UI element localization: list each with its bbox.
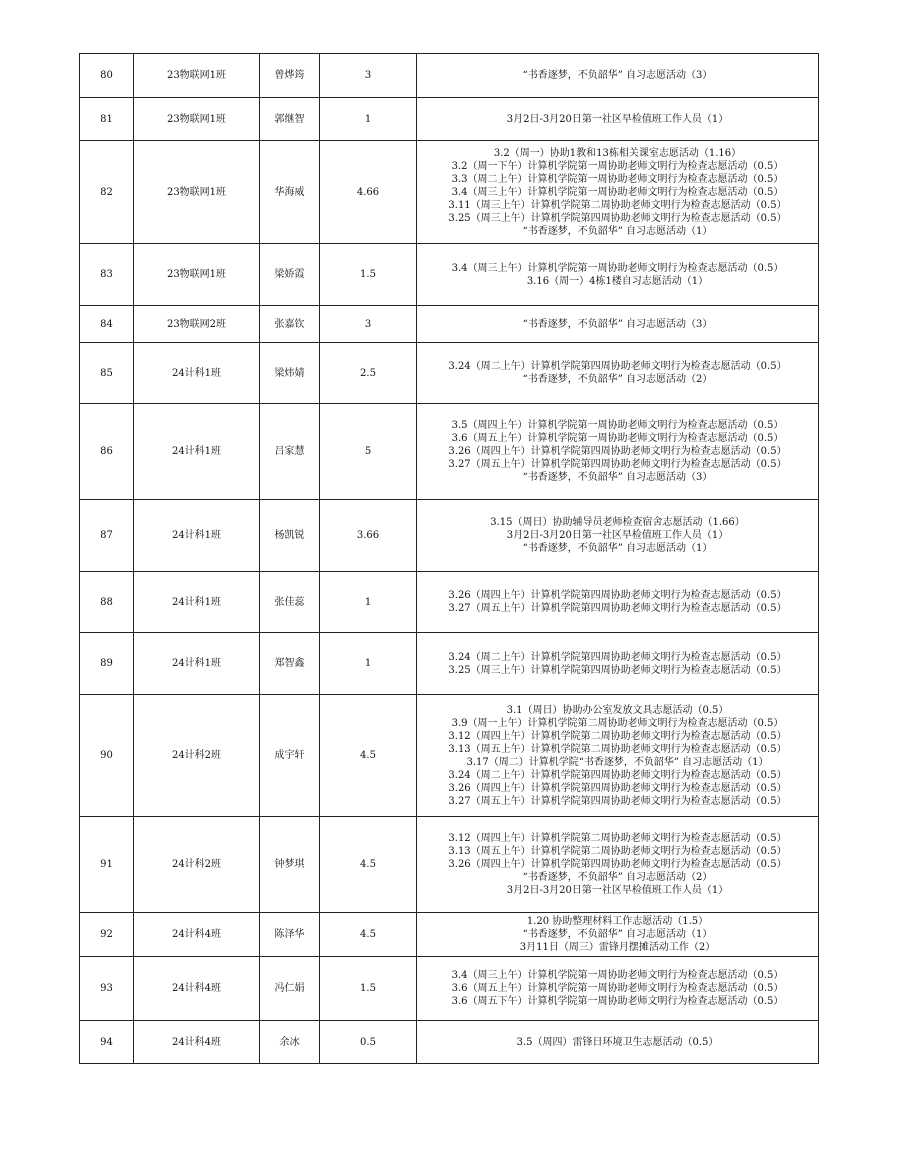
student-name: 郭继智	[260, 98, 320, 141]
class-name: 24计科4班	[134, 957, 260, 1021]
activity-item: 3月2日-3月20日第一社区早检值班工作人员（1）	[506, 885, 729, 896]
activity-item: 3.12（周四上午）计算机学院第二周协助老师文明行为检查志愿活动（0.5）	[448, 730, 787, 742]
table-row	[80, 244, 819, 306]
class-name: 24计科1班	[134, 404, 260, 500]
activity-list	[417, 913, 819, 957]
class-name: 23物联网1班	[134, 244, 260, 306]
table-row	[80, 633, 819, 695]
activity-item: 3.5（周四）雷锋日环境卫生志愿活动（0.5）	[516, 1036, 719, 1048]
student-name: 梁炜婧	[260, 343, 320, 404]
activity-list	[417, 957, 819, 1021]
activity-item: 3月2日-3月20日第一社区早检值班工作人员（1）	[506, 113, 729, 125]
activity-list	[417, 817, 819, 913]
activity-list	[417, 54, 819, 98]
class-name: 24计科2班	[134, 695, 260, 817]
activity-list	[417, 1021, 819, 1064]
student-name: 曾烨筠	[260, 54, 320, 98]
volunteer-hours: 4.5	[320, 913, 417, 957]
student-name: 杨凯锐	[260, 500, 320, 572]
activity-item: “书香逐梦，不负韶华” 自习志愿活动（3）	[522, 70, 713, 81]
activity-item: 3.26（周四上午）计算机学院第四周协助老师文明行为检查志愿活动（0.5）	[448, 782, 787, 794]
activity-item: “书香逐梦，不负韶华” 自习志愿活动（3）	[522, 318, 713, 330]
activity-item: 3.15（周日）协助辅导员老师检查宿舍志愿活动（1.66）	[490, 517, 745, 528]
class-name: 24计科1班	[134, 572, 260, 633]
table-row	[80, 404, 819, 500]
volunteer-hours: 3	[320, 306, 417, 343]
activity-item: “书香逐梦，不负韶华” 自习志愿活动（1）	[522, 929, 713, 940]
volunteer-hours: 4.5	[320, 817, 417, 913]
row-number: 84	[80, 306, 134, 343]
activity-item: 3.12（周四上午）计算机学院第二周协助老师文明行为检查志愿活动（0.5）	[448, 833, 787, 844]
activity-list	[417, 244, 819, 306]
student-name: 张佳蕊	[260, 572, 320, 633]
volunteer-hours: 5	[320, 404, 417, 500]
activity-item: “书香逐梦，不负韶华” 自习志愿活动（2）	[522, 374, 713, 385]
activity-item: “书香逐梦，不负韶华” 自习志愿活动（2）	[522, 872, 713, 883]
student-name: 钟梦琪	[260, 817, 320, 913]
student-name: 余冰	[260, 1021, 320, 1064]
activity-item: 3.13（周五上午）计算机学院第二周协助老师文明行为检查志愿活动（0.5）	[448, 743, 787, 755]
volunteer-hours: 4.66	[320, 141, 417, 244]
table-row	[80, 54, 819, 98]
activity-item: 3.27（周五上午）计算机学院第四周协助老师文明行为检查志愿活动（0.5）	[448, 603, 787, 614]
activity-list	[417, 404, 819, 500]
student-name: 吕家慧	[260, 404, 320, 500]
table-row	[80, 695, 819, 817]
activity-item: 1.20 协助整理材料工作志愿活动（1.5）	[526, 916, 709, 927]
activity-item: 3.24（周二上午）计算机学院第四周协助老师文明行为检查志愿活动（0.5）	[448, 769, 787, 781]
activity-item: 3.17（周二）计算机学院“书香逐梦，不负韶华” 自习志愿活动（1）	[466, 756, 769, 768]
table-row	[80, 1021, 819, 1064]
class-name: 23物联网1班	[134, 54, 260, 98]
activity-item: 3月2日-3月20日第一社区早检值班工作人员（1）	[506, 530, 729, 541]
activity-item: “书香逐梦，不负韶华” 自习志愿活动（1）	[522, 543, 713, 554]
volunteer-hours: 1	[320, 633, 417, 695]
table-row	[80, 306, 819, 343]
activity-item: “书香逐梦，不负韶华” 自习志愿活动（3）	[522, 472, 713, 483]
activity-item: 3.24（周二上午）计算机学院第四周协助老师文明行为检查志愿活动（0.5）	[448, 361, 787, 372]
volunteer-hours-table	[79, 53, 819, 1064]
activity-list	[417, 98, 819, 141]
row-number: 82	[80, 141, 134, 244]
volunteer-hours: 3.66	[320, 500, 417, 572]
activity-item: 3.27（周五上午）计算机学院第四周协助老师文明行为检查志愿活动（0.5）	[448, 459, 787, 470]
activity-item: 3.4（周三上午）计算机学院第一周协助老师文明行为检查志愿活动（0.5）	[451, 970, 784, 981]
table-row	[80, 913, 819, 957]
activity-list	[417, 306, 819, 343]
activity-item: 3.4（周三上午）计算机学院第一周协助老师文明行为检查志愿活动（0.5）	[451, 186, 784, 198]
table-row	[80, 98, 819, 141]
row-number: 88	[80, 572, 134, 633]
activity-item: 3月11日（周三）雷锋月摆摊活动工作（2）	[519, 942, 716, 953]
activity-list	[417, 500, 819, 572]
activity-item: 3.27（周五上午）计算机学院第四周协助老师文明行为检查志愿活动（0.5）	[448, 795, 787, 807]
volunteer-hours: 1.5	[320, 244, 417, 306]
row-number: 81	[80, 98, 134, 141]
student-name: 成宇轩	[260, 695, 320, 817]
student-name: 张嘉钦	[260, 306, 320, 343]
row-number: 91	[80, 817, 134, 913]
row-number: 85	[80, 343, 134, 404]
volunteer-hours: 1	[320, 572, 417, 633]
class-name: 24计科1班	[134, 343, 260, 404]
row-number: 93	[80, 957, 134, 1021]
row-number: 90	[80, 695, 134, 817]
row-number: 80	[80, 54, 134, 98]
activity-item: 3.26（周四上午）计算机学院第四周协助老师文明行为检查志愿活动（0.5）	[448, 590, 787, 601]
volunteer-hours: 1.5	[320, 957, 417, 1021]
row-number: 83	[80, 244, 134, 306]
row-number: 94	[80, 1021, 134, 1064]
activity-item: 3.13（周五上午）计算机学院第二周协助老师文明行为检查志愿活动（0.5）	[448, 846, 787, 857]
row-number: 86	[80, 404, 134, 500]
volunteer-hours: 4.5	[320, 695, 417, 817]
activity-item: 3.26（周四上午）计算机学院第四周协助老师文明行为检查志愿活动（0.5）	[448, 446, 787, 457]
activity-item: 3.1（周日）协助办公室发放文具志愿活动（0.5）	[506, 704, 729, 716]
activity-item: 3.26（周四上午）计算机学院第四周协助老师文明行为检查志愿活动（0.5）	[448, 859, 787, 870]
volunteer-hours: 1	[320, 98, 417, 141]
table-row	[80, 343, 819, 404]
class-name: 24计科2班	[134, 817, 260, 913]
activity-item: 3.24（周二上午）计算机学院第四周协助老师文明行为检查志愿活动（0.5）	[448, 651, 787, 663]
activity-item: 3.25（周三上午）计算机学院第四周协助老师文明行为检查志愿活动（0.5）	[448, 212, 787, 224]
table-row	[80, 572, 819, 633]
activity-list	[417, 572, 819, 633]
volunteer-hours: 0.5	[320, 1021, 417, 1064]
class-name: 24计科1班	[134, 633, 260, 695]
activity-item: 3.16（周一）4栋1楼自习志愿活动（1）	[526, 275, 709, 287]
activity-item: 3.6（周五下午）计算机学院第一周协助老师文明行为检查志愿活动（0.5）	[451, 996, 784, 1007]
table-row	[80, 141, 819, 244]
class-name: 23物联网1班	[134, 141, 260, 244]
activity-list	[417, 343, 819, 404]
activity-item: 3.25（周三上午）计算机学院第四周协助老师文明行为检查志愿活动（0.5）	[448, 664, 787, 676]
class-name: 24计科4班	[134, 913, 260, 957]
class-name: 24计科1班	[134, 500, 260, 572]
table-row	[80, 500, 819, 572]
activity-item: 3.9（周一上午）计算机学院第二周协助老师文明行为检查志愿活动（0.5）	[451, 717, 784, 729]
student-name: 华海威	[260, 141, 320, 244]
activity-item: 3.3（周二上午）计算机学院第一周协助老师文明行为检查志愿活动（0.5）	[451, 173, 784, 185]
activity-item: 3.5（周四上午）计算机学院第一周协助老师文明行为检查志愿活动（0.5）	[451, 420, 784, 431]
class-name: 23物联网1班	[134, 98, 260, 141]
row-number: 89	[80, 633, 134, 695]
activity-item: 3.2（周一下午）计算机学院第一周协助老师文明行为检查志愿活动（0.5）	[451, 160, 784, 172]
activity-list	[417, 141, 819, 244]
activity-item: 3.2（周一）协助1教和13栋相关课室志愿活动（1.16）	[493, 147, 742, 159]
class-name: 23物联网2班	[134, 306, 260, 343]
activity-item: 3.11（周三上午）计算机学院第二周协助老师文明行为检查志愿活动（0.5）	[448, 199, 787, 211]
class-name: 24计科4班	[134, 1021, 260, 1064]
volunteer-hours: 2.5	[320, 343, 417, 404]
student-name: 郑智鑫	[260, 633, 320, 695]
student-name: 冯仁娟	[260, 957, 320, 1021]
student-name: 陈泽华	[260, 913, 320, 957]
volunteer-hours: 3	[320, 54, 417, 98]
table-row	[80, 957, 819, 1021]
activity-item: 3.6（周五上午）计算机学院第一周协助老师文明行为检查志愿活动（0.5）	[451, 433, 784, 444]
table-row	[80, 817, 819, 913]
row-number: 87	[80, 500, 134, 572]
activity-list	[417, 695, 819, 817]
activity-item: “书香逐梦，不负韶华” 自习志愿活动（1）	[522, 225, 713, 237]
activity-list	[417, 633, 819, 695]
activity-item: 3.6（周五上午）计算机学院第一周协助老师文明行为检查志愿活动（0.5）	[451, 983, 784, 994]
student-name: 梁娇霞	[260, 244, 320, 306]
activity-item: 3.4（周三上午）计算机学院第一周协助老师文明行为检查志愿活动（0.5）	[451, 262, 784, 274]
row-number: 92	[80, 913, 134, 957]
